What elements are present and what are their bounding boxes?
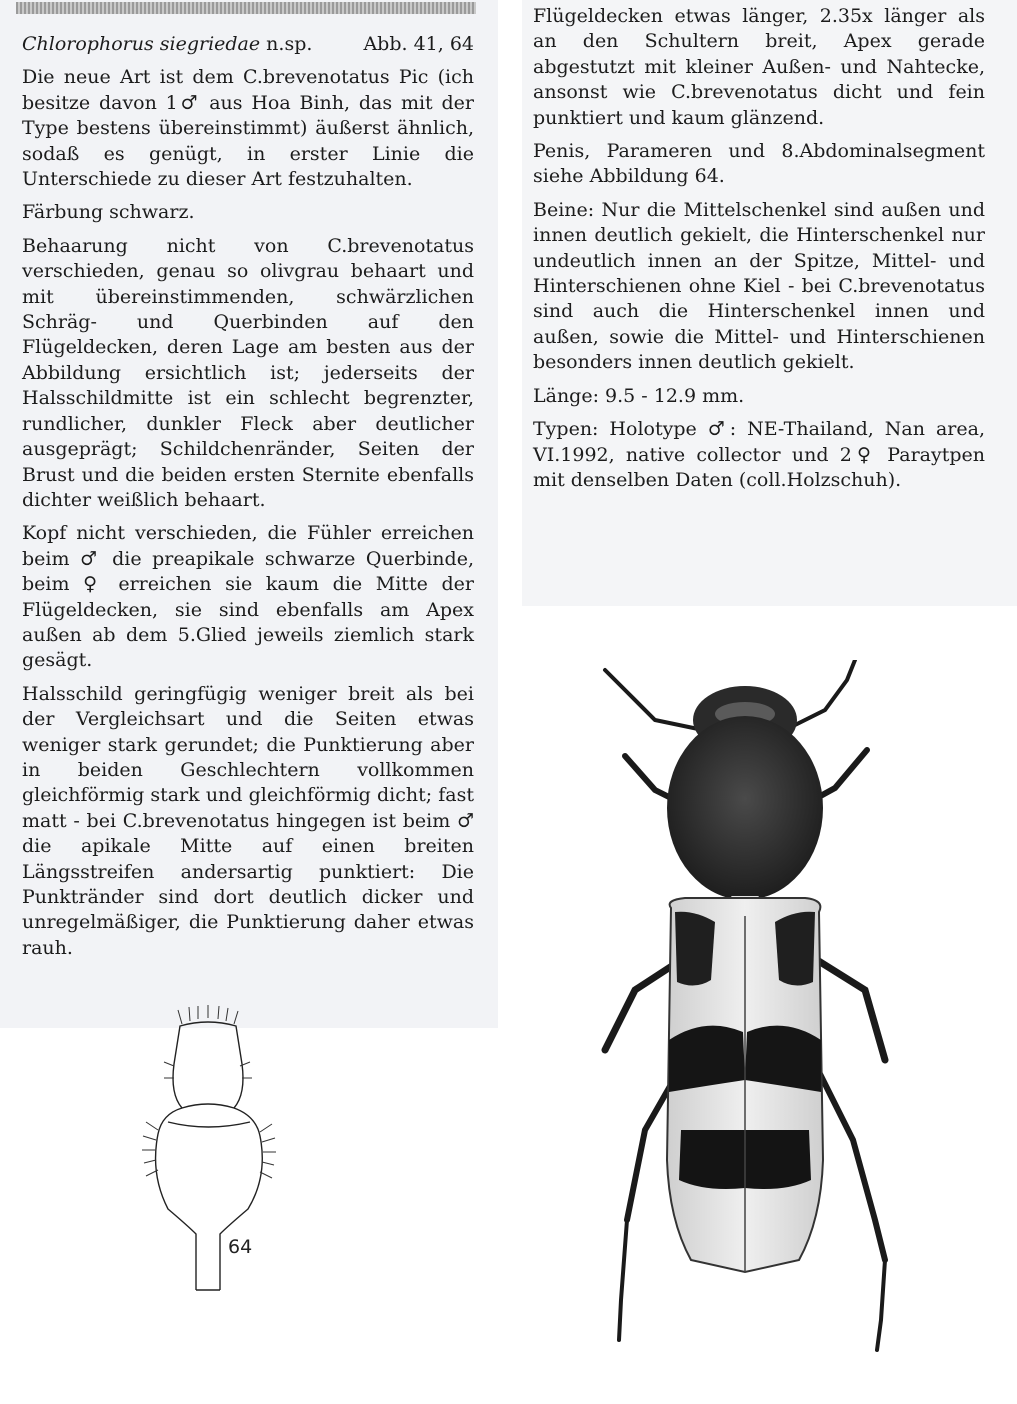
header-rule [16,2,476,14]
species-name: Chlorophorus siegriedae [22,33,261,55]
left-text-column [22,32,474,969]
paragraph-length: Länge: 9.5 - 12.9 mm. [533,384,745,407]
species-status: n.sp. [260,33,313,55]
paragraph-types: Typen: Holotype ♂: NE-Thailand, Nan area, VI.1992, native collector und 2♀ Paraytpen mit denselben Daten (coll.Holzschuh). [533,418,985,491]
right-text-column [533,4,985,501]
paragraph-genitalia: Penis, Parameren und 8.Abdominalsegment siehe Abbildung 64. [533,140,985,188]
figure-64-genitalia-drawing [138,1004,278,1304]
species-heading [22,32,474,57]
paragraph-head: Kopf nicht verschieden, die Fühler erreichen beim ♂ die preapikale schwarze Querbinde, beim ♀ erreichen sie kaum die Mitte der Flügeldecken, sie sind ebenfalls am Apex außen ab dem 5.Glied jeweils ziemlich stark gesägt. [22,522,474,672]
paragraph-legs: Beine: Nur die Mittelschenkel sind außen und innen deutlich gekielt, die Hinterschenkel nur undeutlich innen an der Spitze, Mittel- und Hinterschienen ohne Kiel - bei C.brevenotatus sind auch die Hinterschenkel innen und außen, sowie die Mittel- und Hinterschienen besonders innen deutlich gekielt. [533,198,985,374]
paragraph-coloration: Färbung schwarz. [22,201,195,224]
paragraph-pronotum: Halsschild geringfügig weniger breit als bei der Vergleichsart und die Seiten etwas weniger stark gerundet; die Punktierung aber in beiden Geschlechtern vollkommen gleichförmig stark und gleichförmig dicht; fast matt - bei C.brevenotatus hingegen ist beim ♂ die apikale Mitte auf einen breiten Längsstreifen andersartig punktiert: Die Punktränder sind dort deutlich dicker und unregelmäßiger, die Punktierung daher etwas rauh. [22,682,474,959]
figure-reference: Abb. 41, 64 [363,33,474,55]
figure-64-label: 64 [228,1236,253,1258]
paragraph-elytra: Flügeldecken etwas länger, 2.35x länger als an den Schultern breit, Apex gerade abgestutzt mit kleiner Außen- und Nahtecke, ansonst wie C.brevenotatus dicht und fein punktiert und kaum glänzend. [533,5,985,129]
paragraph-comparison: Die neue Art ist dem C.brevenotatus Pic (ich besitze davon 1♂ aus Hoa Binh, das mit der Type bestens übereinstimmt) äußerst ähnlich, sodaß es genügt, in erster Linie die Unterschiede zu dieser Art festzuhalten. [22,66,474,191]
paragraph-pubescence: Behaarung nicht von C.brevenotatus verschieden, genau so olivgrau behaart und mit übereinstimmenden, schwärzlichen Schräg- und Querbinden auf den Flügeldecken, deren Lage am besten aus der Abbildung ersichtlich ist; jederseits der Halsschildmitte ist ein schlecht begrenzter, rundlicher, dunkler Fleck aber deutlicher ausgeprägt; Schildchenränder, Seiten der Brust und die beiden ersten Sternite ebenfalls dichter weißlich behaart. [22,234,474,511]
figure-41-beetle-photo [585,660,915,1360]
